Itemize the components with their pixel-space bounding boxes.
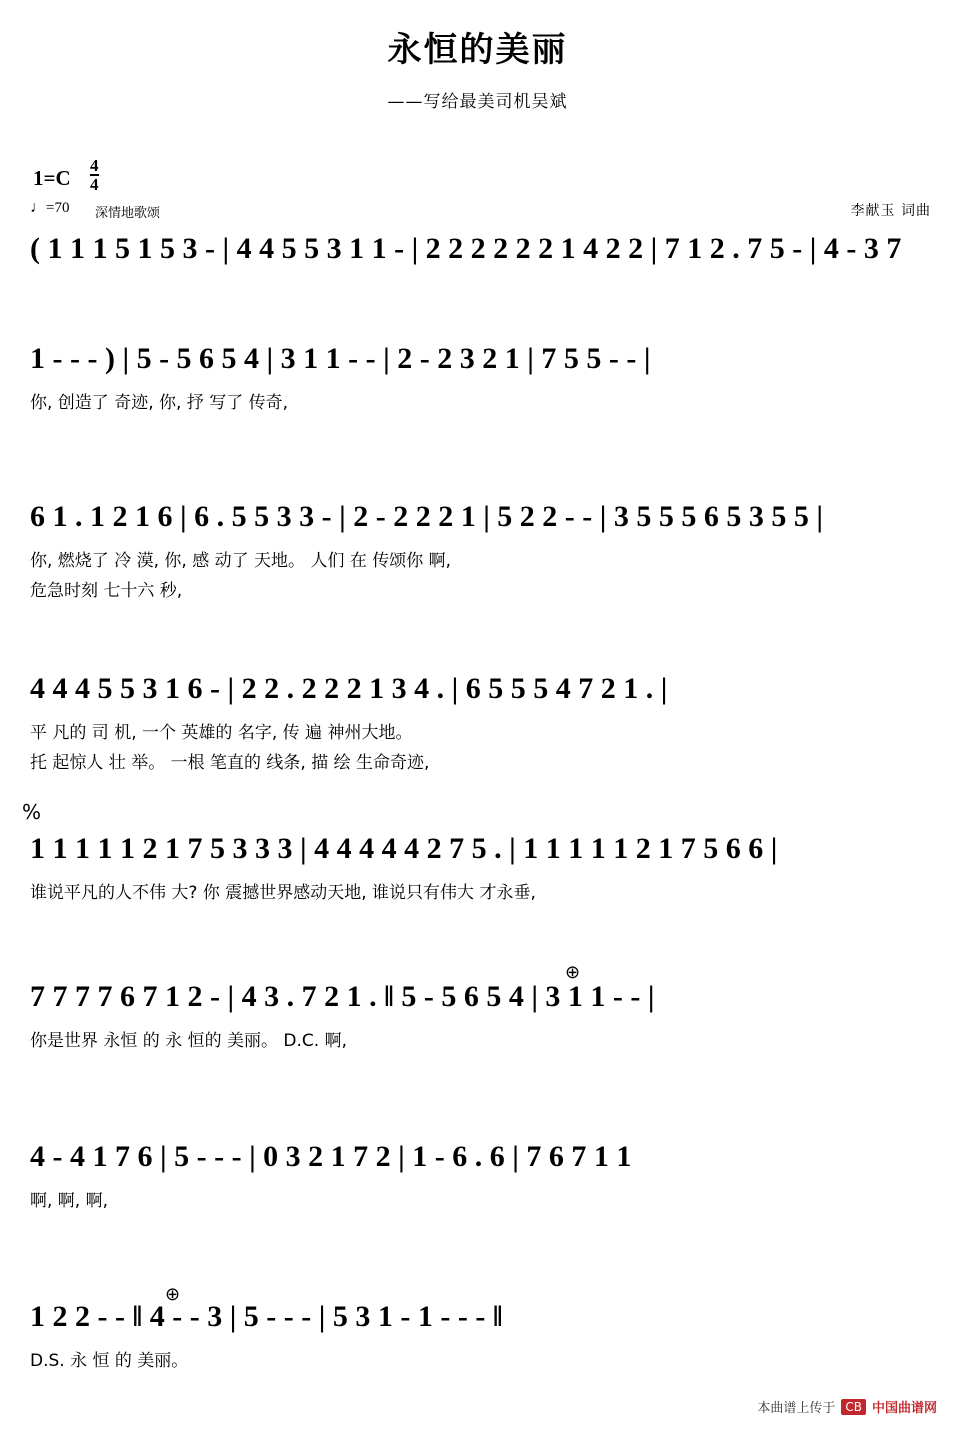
lyrics-line: D.S. 永 恒 的 美丽。	[30, 1351, 189, 1371]
notation-line: 4 - 4 1 7 6 | 5 - - - | 0 3 2 1 7 2 | 1 - 6 . 6 | 7 6 7 1 1	[30, 1140, 632, 1173]
footer-credit	[757, 1397, 937, 1416]
time-signature	[90, 158, 99, 192]
lyrics-line-verse2: 危急时刻 七十六 秒,	[30, 581, 183, 601]
notation-line: 1 2 2 - - ‖ 4 - - 3 | 5 - - - | 5 3 1 - 1 - - - ‖	[30, 1300, 503, 1333]
key-signature	[33, 166, 71, 191]
coda-icon-2: ⊕	[165, 1284, 181, 1304]
music-system-5	[0, 832, 955, 904]
notation-line: 1 - - - ) | 5 - 5 6 5 4 | 3 1 1 - - | 2 - 2 3 2 1 | 7 5 5 - - |	[30, 342, 651, 375]
time-denominator: 4	[90, 175, 99, 194]
music-system-7	[0, 1140, 955, 1212]
notation-line: 4 4 4 5 5 3 1 6 - | 2 2 . 2 2 2 1 3 4 . | 6 5 5 5 4 7 2 1 . |	[30, 672, 668, 705]
lyrics-line: 谁说平凡的人不伟 大? 你 震撼世界感动天地, 谁说只有伟大 才永垂,	[30, 883, 536, 903]
segno-icon: %	[22, 800, 42, 824]
music-system-3	[0, 500, 955, 602]
coda-icon: ⊕	[565, 962, 581, 982]
lyrics-line: 平 凡的 司 机, 一个 英雄的 名字, 传 遍 神州大地。	[30, 723, 413, 743]
key-label: 1=	[33, 166, 56, 190]
lyrics-line: 啊, 啊, 啊,	[30, 1191, 109, 1211]
music-system-8	[0, 1300, 955, 1372]
page-subtitle: ——写给最美司机吴斌	[387, 92, 568, 112]
music-system-1	[0, 232, 955, 278]
lyrics-line: 你, 创造了 奇迹, 你, 抒 写了 传奇,	[30, 393, 289, 413]
lyrics-line-verse2: 托 起惊人 壮 举。 一根 笔直的 线条, 描 绘 生命奇迹,	[30, 753, 430, 773]
tempo-value: =70	[46, 200, 70, 216]
site-name[interactable]: 中国曲谱网	[871, 1401, 937, 1416]
footer-text: 本曲谱上传于	[757, 1401, 836, 1416]
key-value: C	[55, 166, 71, 190]
lyrics-line: 你, 燃烧了 冷 漠, 你, 感 动了 天地。 人们 在 传颂你 啊,	[30, 551, 452, 571]
notation-line: 6 1 . 1 2 1 6 | 6 . 5 5 3 3 - | 2 - 2 2 2 1 | 5 2 2 - - | 3 5 5 5 6 5 3 5 5 |	[30, 500, 823, 533]
music-system-2	[0, 342, 955, 414]
notation-line: 7 7 7 7 6 7 1 2 - | 4 3 . 7 2 1 . ‖ 5 - 5 6 5 4 | 3 1 1 - - |	[30, 980, 655, 1013]
notation-line: 1 1 1 1 1 2 1 7 5 3 3 3 | 4 4 4 4 4 2 7 5 . | 1 1 1 1 1 2 1 7 5 6 6 |	[30, 832, 778, 865]
notation-line: ( 1 1 1 5 1 5 3 - | 4 4 5 5 3 1 1 - | 2 2 2 2 2 2 1 4 2 2 | 7 1 2 . 7 5 - | 4 - 3 7	[30, 232, 902, 265]
time-numerator: 4	[90, 156, 99, 175]
music-system-6	[0, 980, 955, 1052]
page-title: 永恒的美丽	[387, 30, 568, 70]
site-logo-icon: CB	[841, 1399, 866, 1415]
quarter-note-icon: ♩	[30, 199, 46, 216]
sheet-music-page	[0, 22, 955, 1430]
music-system-4	[0, 672, 955, 774]
lyrics-line: 你是世界 永恒 的 永 恒的 美丽。 D.C. 啊,	[30, 1031, 347, 1051]
tempo-marking	[30, 199, 69, 217]
composer-credit: 李献玉 词曲	[850, 203, 931, 219]
score-metadata	[0, 152, 955, 232]
expression-marking: 深情地歌颂	[95, 206, 161, 221]
